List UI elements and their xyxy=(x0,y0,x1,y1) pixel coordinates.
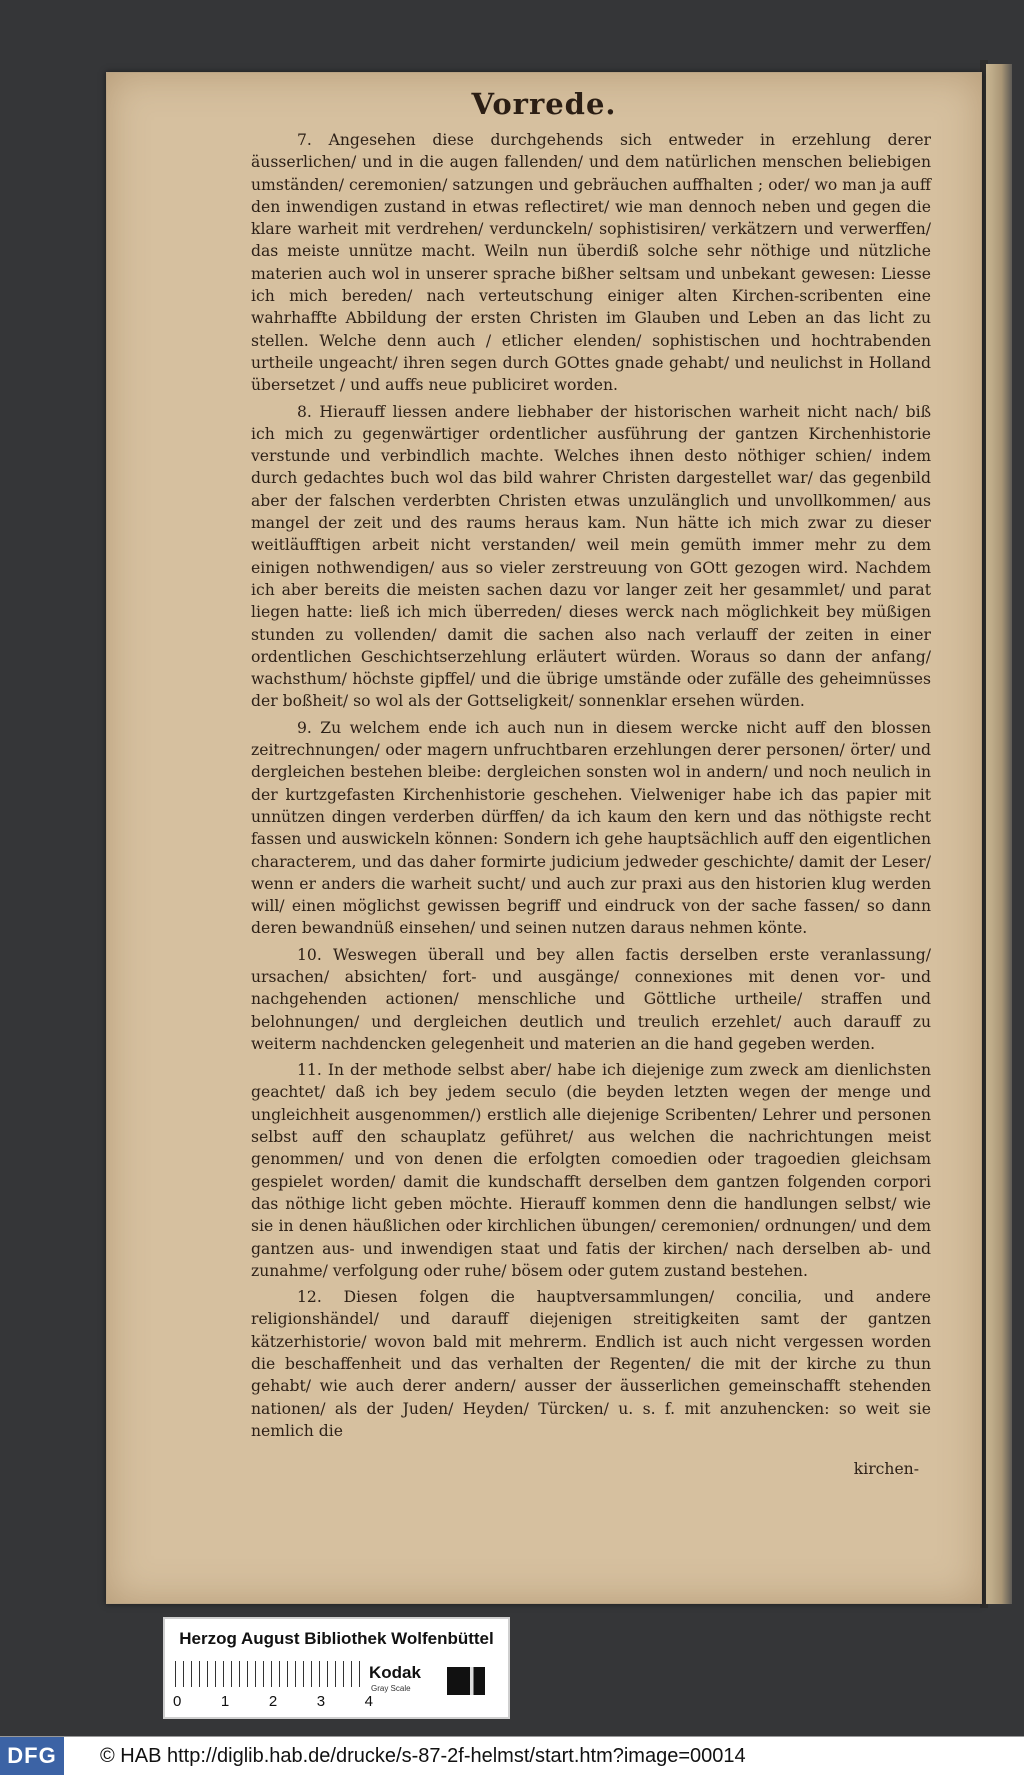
ruler-number: 2 xyxy=(268,1693,278,1710)
kodak-label: Kodak xyxy=(369,1663,421,1682)
ruler-number: 1 xyxy=(220,1693,230,1710)
page-edge xyxy=(986,64,1012,1604)
book-page xyxy=(106,72,982,1604)
copyright-link[interactable]: © HAB http://diglib.hab.de/drucke/s-87-2f-helmst/start.htm?image=00014 xyxy=(100,1745,746,1767)
catchword: kirchen- xyxy=(853,1460,919,1478)
paragraph-7: 7. Angesehen diese durchgehends sich entweder in erzehlung derer äusserlichen/ und in die augen fallenden/ und dem natürlichen menschen beliebigen umständen/ ceremonien/ satzungen und gebräuchen auffhalten ; oder/ wo man ja auff den inwendigen zustand in etwas reflectiret/ wie man dennoch neben und gegen die klare warheit mit verdrehen/ verdunckeln/ sophistisiren/ verkätzern und verwerffen/ das meiste unnütze macht. Weiln nun überdiß solche sehr nöthige und nützliche materien auch wol in unserer sprache bißher seltsam und unbekant gewesen: Liesse ich mich bereden/ nach verteutschung einiger alten Kirchen-scribenten eine wahrhaffte Abbildung der ersten Christen im Glauben und Leben an das licht zu stellen. Welche denn auch / etlicher elenden/ sophistischen und hochtrabenden urtheile ungeacht/ ihren segen durch GOttes gnade gehabt/ und neulichst in Holland übersetzet / und auffs neue publiciret worden. xyxy=(251,131,931,395)
dfg-logo[interactable]: DFG xyxy=(0,1737,64,1775)
footer-bar xyxy=(0,1736,1024,1775)
ruler-scale xyxy=(175,1661,365,1687)
paragraph-12: 12. Diesen folgen die hauptversammlungen/ concilia, und andere religionshändel/ und darauff diejenigen streitigkeiten samt der gantzen kätzerhistorie/ wovon bald mit mehrerm. Endlich ist auch nicht vergessen worden die beschaffenheit und das verhalten der Regenten/ die mit der kirche zu thun gehabt/ wie auch derer andern/ ausser der äusserlichen gemeinschafft stehenden nationen/ als der Juden/ Heyden/ Türcken/ u. s. f. mit anzuhencken: so weit sie nemlich die xyxy=(251,1288,931,1440)
paragraph-8: 8. Hierauff liessen andere liebhaber der historischen warheit nicht nach/ biß ich mich zu gegenwärtiger ordentlicher ausführung der gantzen Kirchenhistorie verstunde und verbindlich machte. Welches ihnen desto nöthiger schien/ indem durch gedachtes buch wol das bild wahrer Christen dargestellet war/ das gegenbild aber der falschen verderbten Christen etwas unzulänglich und unvollkommen/ aus mangel der zeit und des raums heraus kam. Nun hätte ich mich zwar zu dieser weitläufftigen arbeit nicht verstanden/ weil mein gemüth immer mehr zu dem einigen nothwendigen/ aus so vieler zerstreuung von GOtt gezogen wird. Nachdem ich aber bereits die meisten sachen dazu vor langer zeit her gesammlet/ und parat liegen hatte: ließ ich mich überreden/ dieses werck nach möglichkeit bey müßigen stunden zu vollenden/ damit die sachen also nach verlauff der zeiten in einer ordentlichen Geschichtserzehlung erläutert würden. Woraus so dann der anfang/ wachsthum/ höchste gipffel/ und die übrige umstände oder zufälle des geheimnüsses der boßheit/ so wol als der Gottseligkeit/ sonnenklar ersehen würden. xyxy=(251,402,931,711)
ruler-number: 3 xyxy=(316,1693,326,1710)
paragraph-9: 9. Zu welchem ende ich auch nun in diesem wercke nicht auff den blossen zeitrechnungen/ oder magern unfruchtbaren erzehlungen derer personen/ örter/ und dergleichen bestehen bleibe: dergleichen sonsten wol in andern/ und noch neulich in der kurtzgefasten Kirchenhistorie geschehen. Vielweniger habe ich das papier mit unnützen dingen verderben dürffen/ da ich kaum den kern und das nöthigste recht fassen und auswickeln können: Sondern ich gehe hauptsächlich auff den eigentlichen characterem, und das daher formirte judicium jedweder geschichte/ damit der Leser/ wenn er anders die warheit sucht/ und auch zur praxi aus den historien klug werden will/ einen möglichst gewissen begriff und eindruck von der sache fassen/ so dann deren bewandnüß einsehen/ und seinen nutzen daraus nehmen könte. xyxy=(251,718,931,938)
paragraph-11: 11. In der methode selbst aber/ habe ich diejenige zum zweck am dienlichsten geachtet/ daß ich bey jedem seculo (die beyden letzten wegen der menge und ungleichheit ausgenommen/) erstlich alle diejenige Scribenten/ Lehrer und personen selbst auff den schauplatz geführet/ aus welchen die nachrichtungen meist genommen/ und von denen die erfolgten comoedien oder tragoedien gleichsam gespielet worden/ damit die kundschafft derselben dem gantzen folgenden corpori das nöthige licht geben möchte. Hierauff kommen denn die handlungen selbst/ wie sie in denen häußlichen oder kirchlichen übungen/ ceremonien/ ordnungen/ und dem gantzen aus- und inwendigen staat und fatis der kirchen/ nach derselben ab- und zunahme/ verfolgung oder ruhe/ bösem oder gutem zustand bestehen. xyxy=(251,1061,931,1280)
institution-label: Herzog August Bibliothek Wolfenbüttel xyxy=(179,1629,494,1648)
color-target-card xyxy=(163,1617,510,1719)
page-heading: Vorrede. xyxy=(471,87,617,121)
ruler-numbers xyxy=(173,1693,373,1710)
ruler-number: 0 xyxy=(173,1693,182,1710)
paragraph-10: 10. Weswegen überall und bey allen factis derselben erste veranlassung/ ursachen/ absichten/ fort- und ausgänge/ connexiones mit denen vor- und nachgehenden actionen/ menschliche und Göttliche urtheile/ straffen und belohnungen/ und dergleichen deutlich und treulich erzehlet/ auch darauff zu weiterm nachdencken gelegenheit und materien an die hand gegeben werden. xyxy=(251,945,931,1053)
gray-swatch xyxy=(447,1667,485,1695)
page-text xyxy=(251,129,931,1446)
ruler-number: 4 xyxy=(364,1693,373,1710)
gray-scale-label: Gray Scale xyxy=(371,1684,411,1693)
